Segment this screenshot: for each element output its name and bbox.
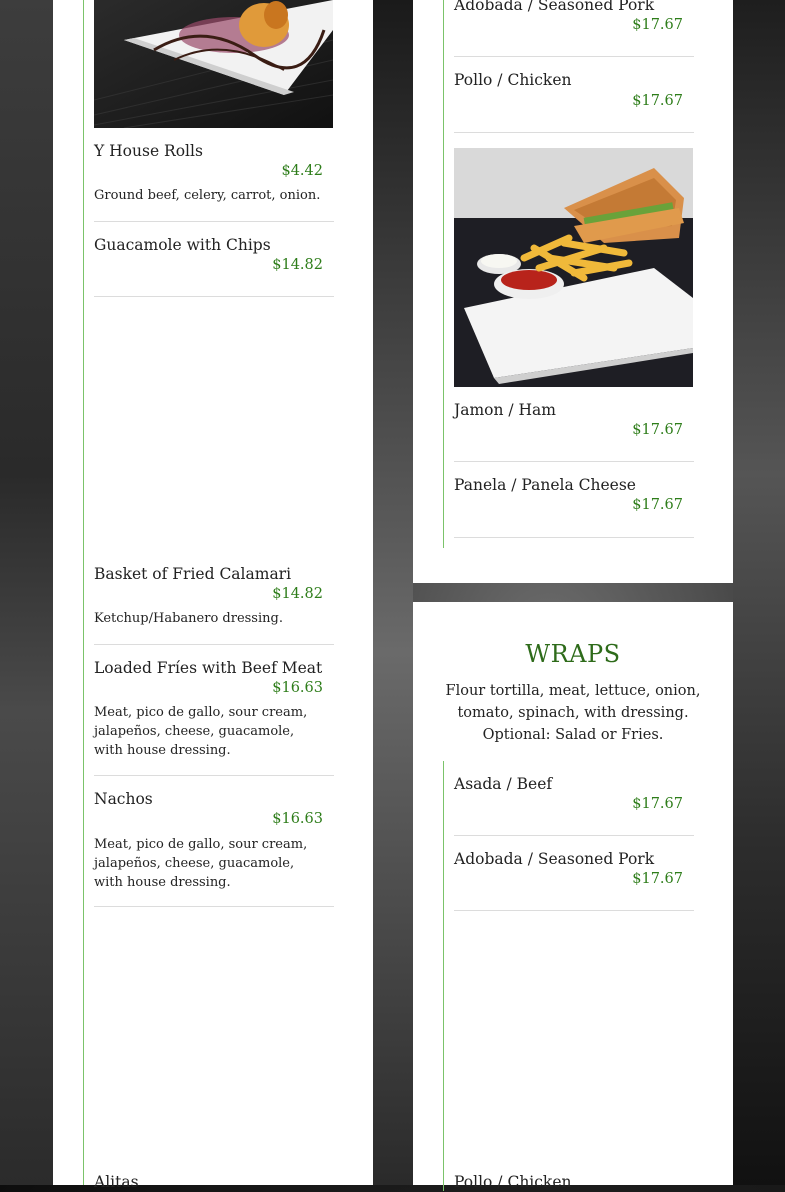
item-divider	[94, 644, 334, 645]
menu-item	[454, 774, 694, 836]
appetizers-card	[53, 0, 373, 1191]
item-price: $17.67	[632, 796, 683, 812]
item-price: $14.82	[272, 257, 323, 273]
item-name: Pollo / Chicken	[454, 71, 572, 89]
item-price: $17.67	[632, 871, 683, 887]
item-name: Jamon / Ham	[454, 401, 556, 419]
menu-item	[94, 1172, 334, 1192]
item-divider	[94, 221, 334, 222]
item-name: Asada / Beef	[454, 775, 553, 793]
sandwich-photo	[454, 148, 693, 387]
item-divider	[94, 775, 334, 776]
item-description: Ketchup/Habanero dressing.	[94, 611, 283, 626]
item-price: $17.67	[632, 93, 683, 109]
item-description-line: jalapeños, cheese, guacamole,	[94, 856, 295, 871]
item-name: Y House Rolls	[94, 142, 203, 160]
item-description-line: Meat, pico de gallo, sour cream,	[94, 705, 308, 720]
item-name: Alitas	[94, 1173, 139, 1191]
item-price: $16.63	[272, 811, 323, 827]
tortas-card	[413, 0, 733, 583]
item-description-line: jalapeños, cheese, guacamole,	[94, 724, 295, 739]
item-price: $14.82	[272, 586, 323, 602]
background-right	[733, 0, 785, 1185]
subtitle-line: Flour tortilla, meat, lettuce, onion,	[445, 683, 701, 699]
item-name: Guacamole with Chips	[94, 236, 271, 254]
item-name: Nachos	[94, 790, 153, 808]
menu-item	[454, 400, 694, 462]
subtitle-line: Optional: Salad or Fries.	[482, 727, 664, 743]
menu-item	[454, 70, 694, 133]
menu-item	[454, 849, 694, 911]
item-price: $4.42	[281, 163, 323, 179]
menu-item	[94, 141, 334, 222]
wraps-divider-line	[443, 761, 444, 1191]
item-name: Pollo / Chicken	[454, 1173, 572, 1191]
menu-item	[454, 475, 694, 538]
item-price: $17.67	[632, 497, 683, 513]
item-description: Ground beef, celery, carrot, onion.	[94, 188, 321, 203]
item-description-line: with house dressing.	[94, 743, 231, 758]
section-subtitle	[413, 680, 733, 746]
item-price: $17.67	[632, 422, 683, 438]
section-title: WRAPS	[525, 640, 621, 668]
item-divider	[94, 906, 334, 907]
item-divider	[94, 296, 334, 297]
item-divider	[454, 56, 694, 57]
item-divider	[454, 537, 694, 538]
item-description-line: Meat, pico de gallo, sour cream,	[94, 837, 308, 852]
wraps-card	[413, 602, 733, 1191]
menu-item	[454, 0, 694, 57]
menu-item	[94, 658, 334, 776]
subtitle-line: tomato, spinach, with dressing.	[457, 705, 689, 721]
left-divider-line	[83, 0, 84, 1185]
appetizer-photo	[94, 0, 333, 128]
item-name: Loaded Fríes with Beef Meat	[94, 659, 323, 677]
item-price: $17.67	[632, 17, 683, 33]
background-middle	[373, 0, 413, 1185]
item-divider	[454, 132, 694, 133]
item-name: Panela / Panela Cheese	[454, 476, 636, 494]
item-name: Basket of Fried Calamari	[94, 565, 292, 583]
menu-item	[454, 1172, 694, 1192]
menu-item	[94, 235, 334, 297]
item-price: $16.63	[272, 680, 323, 696]
right-divider-line	[443, 0, 444, 548]
item-name: Adobada / Seasoned Pork	[454, 0, 655, 14]
item-divider	[454, 835, 694, 836]
menu-item	[94, 789, 334, 907]
menu-item	[94, 564, 334, 645]
item-divider	[454, 910, 694, 911]
item-divider	[454, 461, 694, 462]
item-description-line: with house dressing.	[94, 875, 231, 890]
item-name: Adobada / Seasoned Pork	[454, 850, 655, 868]
